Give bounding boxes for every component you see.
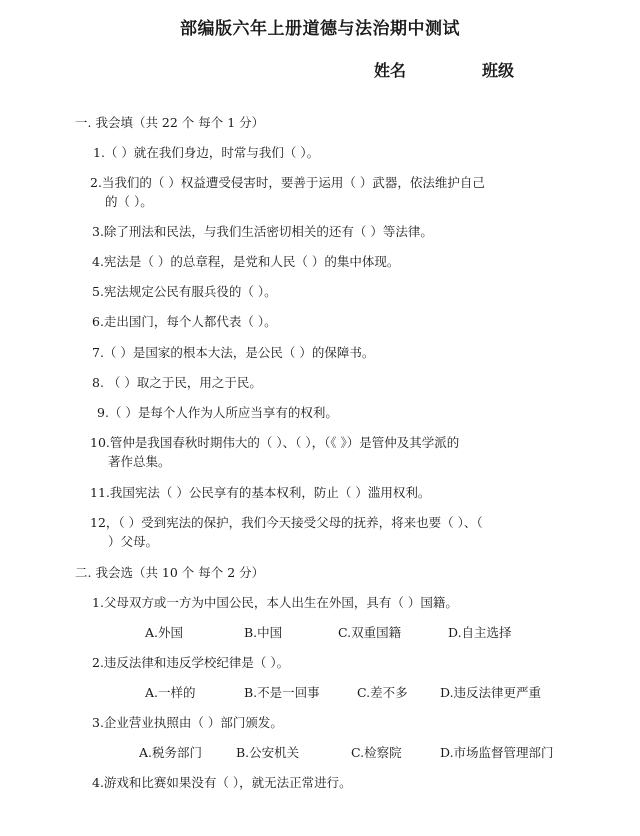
option-2-3-d: D.市场监督管理部门: [440, 745, 554, 760]
question-1-9: 9.（ ）是每个人作为人所应当享有的权利。: [97, 405, 338, 420]
option-2-3-a: A.税务部门: [139, 745, 203, 760]
question-2-3: 3.企业营业执照由（ ）部门颁发。: [92, 715, 283, 730]
section1-heading: 一. 我会填（共 22 个 每个 1 分）: [75, 115, 265, 130]
option-2-1-d: D.自主选择: [448, 625, 512, 640]
question-2-2: 2.违反法律和违反学校纪律是（ ）。: [92, 655, 290, 670]
question-1-2b: 的（ ）。: [105, 194, 153, 209]
class-label: 班级: [482, 61, 515, 80]
question-1-8: 8. （ ）取之于民，用之于民。: [92, 375, 262, 390]
option-2-2-d: D.违反法律更严重: [440, 685, 542, 700]
question-1-10b: 著作总集。: [108, 454, 171, 469]
question-1-7: 7.（ ）是国家的根本大法，是公民（ ）的保障书。: [92, 345, 375, 360]
option-2-1-c: C.双重国籍: [338, 625, 402, 640]
question-1-10a: 10.管仲是我国春秋时期伟大的（ ）、（ ），（《 》）是管仲及其学派的: [90, 435, 460, 450]
question-1-5: 5.宪法规定公民有服兵役的（ ）。: [92, 284, 277, 299]
question-1-6: 6.走出国门，每个人都代表（ ）。: [92, 314, 277, 329]
option-2-2-b: B.不是一回事: [244, 685, 320, 700]
option-2-2-a: A.一样的: [145, 685, 196, 700]
question-1-12b: ）父母。: [108, 534, 159, 549]
question-1-12a: 12，（ ）受到宪法的保护，我们今天接受父母的抚养，将来也要（ ）、（: [90, 515, 483, 530]
name-label: 姓名: [374, 61, 407, 80]
question-1-1: 1.（ ）就在我们身边，时常与我们（ ）。: [93, 145, 320, 160]
option-2-3-b: B.公安机关: [236, 745, 300, 760]
question-2-4: 4.游戏和比赛如果没有（ ），就无法正常进行。: [92, 775, 352, 790]
option-2-3-c: C.检察院: [351, 745, 402, 760]
page-title: 部编版六年上册道德与法治期中测试: [180, 19, 460, 39]
question-1-2a: 2.当我们的（ ）权益遭受侵害时，要善于运用（ ）武器，依法维护自己: [90, 175, 485, 190]
option-2-2-c: C.差不多: [357, 685, 408, 700]
option-2-1-a: A.外国: [145, 625, 184, 640]
question-1-4: 4.宪法是（ ）的总章程，是党和人民（ ）的集中体现。: [92, 254, 400, 269]
option-2-1-b: B.中国: [244, 625, 283, 640]
question-1-3: 3.除了刑法和民法，与我们生活密切相关的还有（ ）等法律。: [92, 224, 433, 239]
question-1-11: 11.我国宪法（ ）公民享有的基本权利，防止（ ）滥用权利。: [90, 485, 431, 500]
section2-heading: 二. 我会选（共 10 个 每个 2 分）: [75, 565, 265, 580]
question-2-1: 1.父母双方或一方为中国公民，本人出生在外国，具有（ ）国籍。: [92, 595, 458, 610]
